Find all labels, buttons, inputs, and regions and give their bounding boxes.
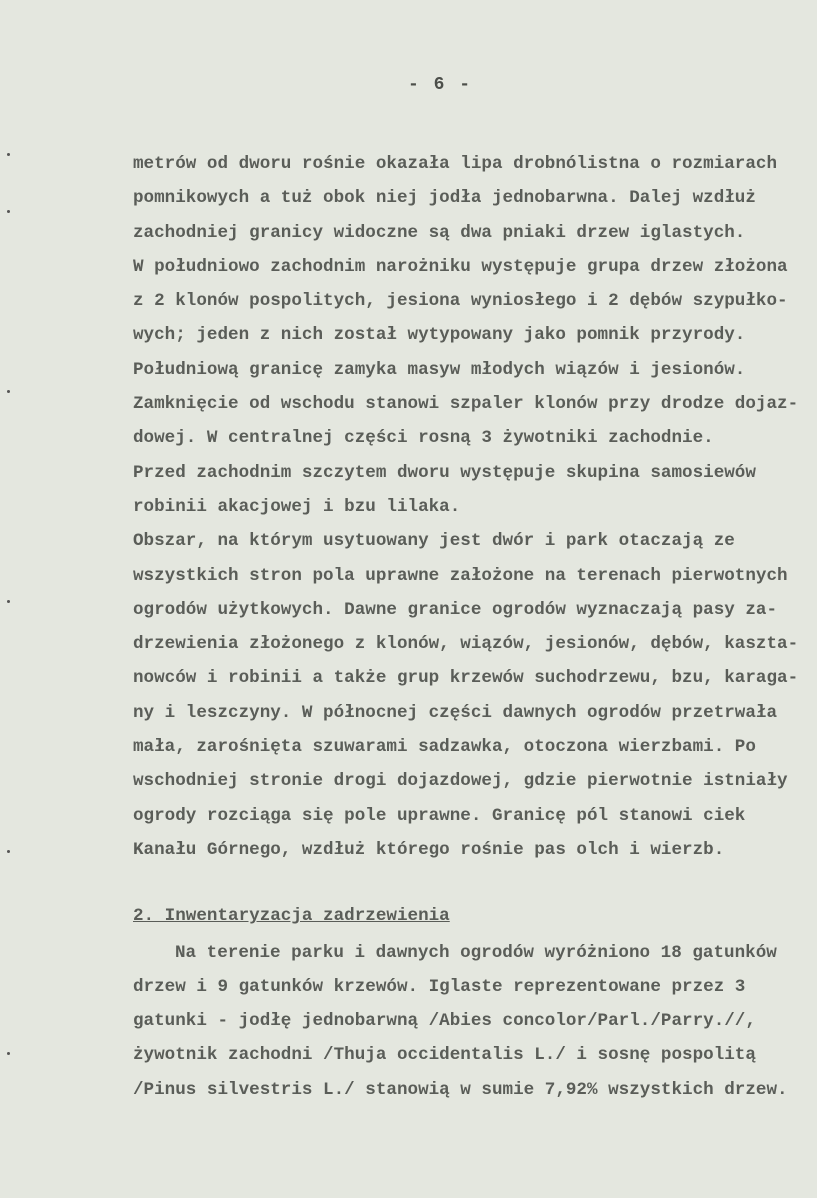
- text-line: Na terenie parku i dawnych ogrodów wyróżniono 18 gatunków: [175, 942, 777, 963]
- text-line: Południową granicę zamyka masyw młodych wiązów i jesionów.: [133, 359, 746, 380]
- text-line: wschodniej stronie drogi dojazdowej, gdzie pierwotnie istniały: [133, 771, 788, 792]
- text-line: wszystkich stron pola uprawne założone na terenach pierwotnych: [133, 565, 788, 586]
- paragraph-2: [133, 936, 813, 1107]
- document-body: [133, 147, 813, 1107]
- text-line: dowej. W centralnej części rosną 3 żywotniki zachodnie.: [133, 428, 714, 449]
- text-line: zachodniej granicy widoczne są dwa pniaki drzew iglastych.: [133, 222, 746, 243]
- text-line: drzewienia złożonego z klonów, wiązów, jesionów, dębów, kaszta-: [133, 634, 799, 655]
- margin-dot: [7, 850, 10, 853]
- text-line: ogrody rozciąga się pole uprawne. Granicę pól stanowi ciek: [133, 805, 746, 826]
- text-line: robinii akacjowej i bzu lilaka.: [133, 496, 461, 517]
- text-line: z 2 klonów pospolitych, jesiona wyniosłego i 2 dębów szypułko-: [133, 291, 788, 312]
- text-line: gatunki - jodłę jednobarwną /Abies concolor/Parl./Parry.//,: [133, 1011, 756, 1032]
- margin-dot: [7, 153, 10, 156]
- text-line: Kanału Górnego, wzdłuż którego rośnie pas olch i wierzb.: [133, 839, 725, 860]
- text-line: ny i leszczyny. W północnej części dawnych ogrodów przetrwała: [133, 702, 778, 723]
- text-line: metrów od dworu rośnie okazała lipa drobnólistna o rozmiarach: [133, 154, 778, 174]
- text-line: wych; jeden z nich został wytypowany jako pomnik przyrody.: [133, 325, 746, 346]
- text-line: Przed zachodnim szczytem dworu występuje skupina samosiewów: [133, 462, 756, 483]
- text-line: drzew i 9 gatunków krzewów. Iglaste reprezentowane przez 3: [133, 976, 746, 997]
- text-line: /Pinus silvestris L./ stanowią w sumie 7,92% wszystkich drzew.: [133, 1079, 788, 1100]
- margin-dot: [7, 1052, 10, 1055]
- margin-dot: [7, 390, 10, 393]
- text-line: W południowo zachodnim narożniku występuje grupa drzew złożona: [133, 256, 788, 277]
- page-number: - 6 -: [408, 75, 473, 95]
- margin-dot: [7, 600, 10, 603]
- text-line: nowców i robinii a także grup krzewów suchodrzewu, bzu, karaga-: [133, 668, 799, 689]
- paragraph-1: [133, 147, 813, 867]
- text-line: Zamknięcie od wschodu stanowi szpaler klonów przy drodze dojaz-: [133, 394, 799, 415]
- section-heading: 2. Inwentaryzacja zadrzewienia: [133, 906, 450, 927]
- text-line: pomnikowych a tuż obok niej jodła jednobarwna. Dalej wzdłuż: [133, 188, 756, 209]
- text-line: ogrodów użytkowych. Dawne granice ogrodów wyznaczają pasy za-: [133, 599, 778, 620]
- margin-dot: [7, 210, 10, 213]
- text-line: żywotnik zachodni /Thuja occidentalis L./ i sosnę pospolitą: [133, 1045, 756, 1066]
- text-line: mała, zarośnięta szuwarami sadzawka, otoczona wierzbami. Po: [133, 737, 756, 758]
- text-line: Obszar, na którym usytuowany jest dwór i park otaczają ze: [133, 531, 735, 552]
